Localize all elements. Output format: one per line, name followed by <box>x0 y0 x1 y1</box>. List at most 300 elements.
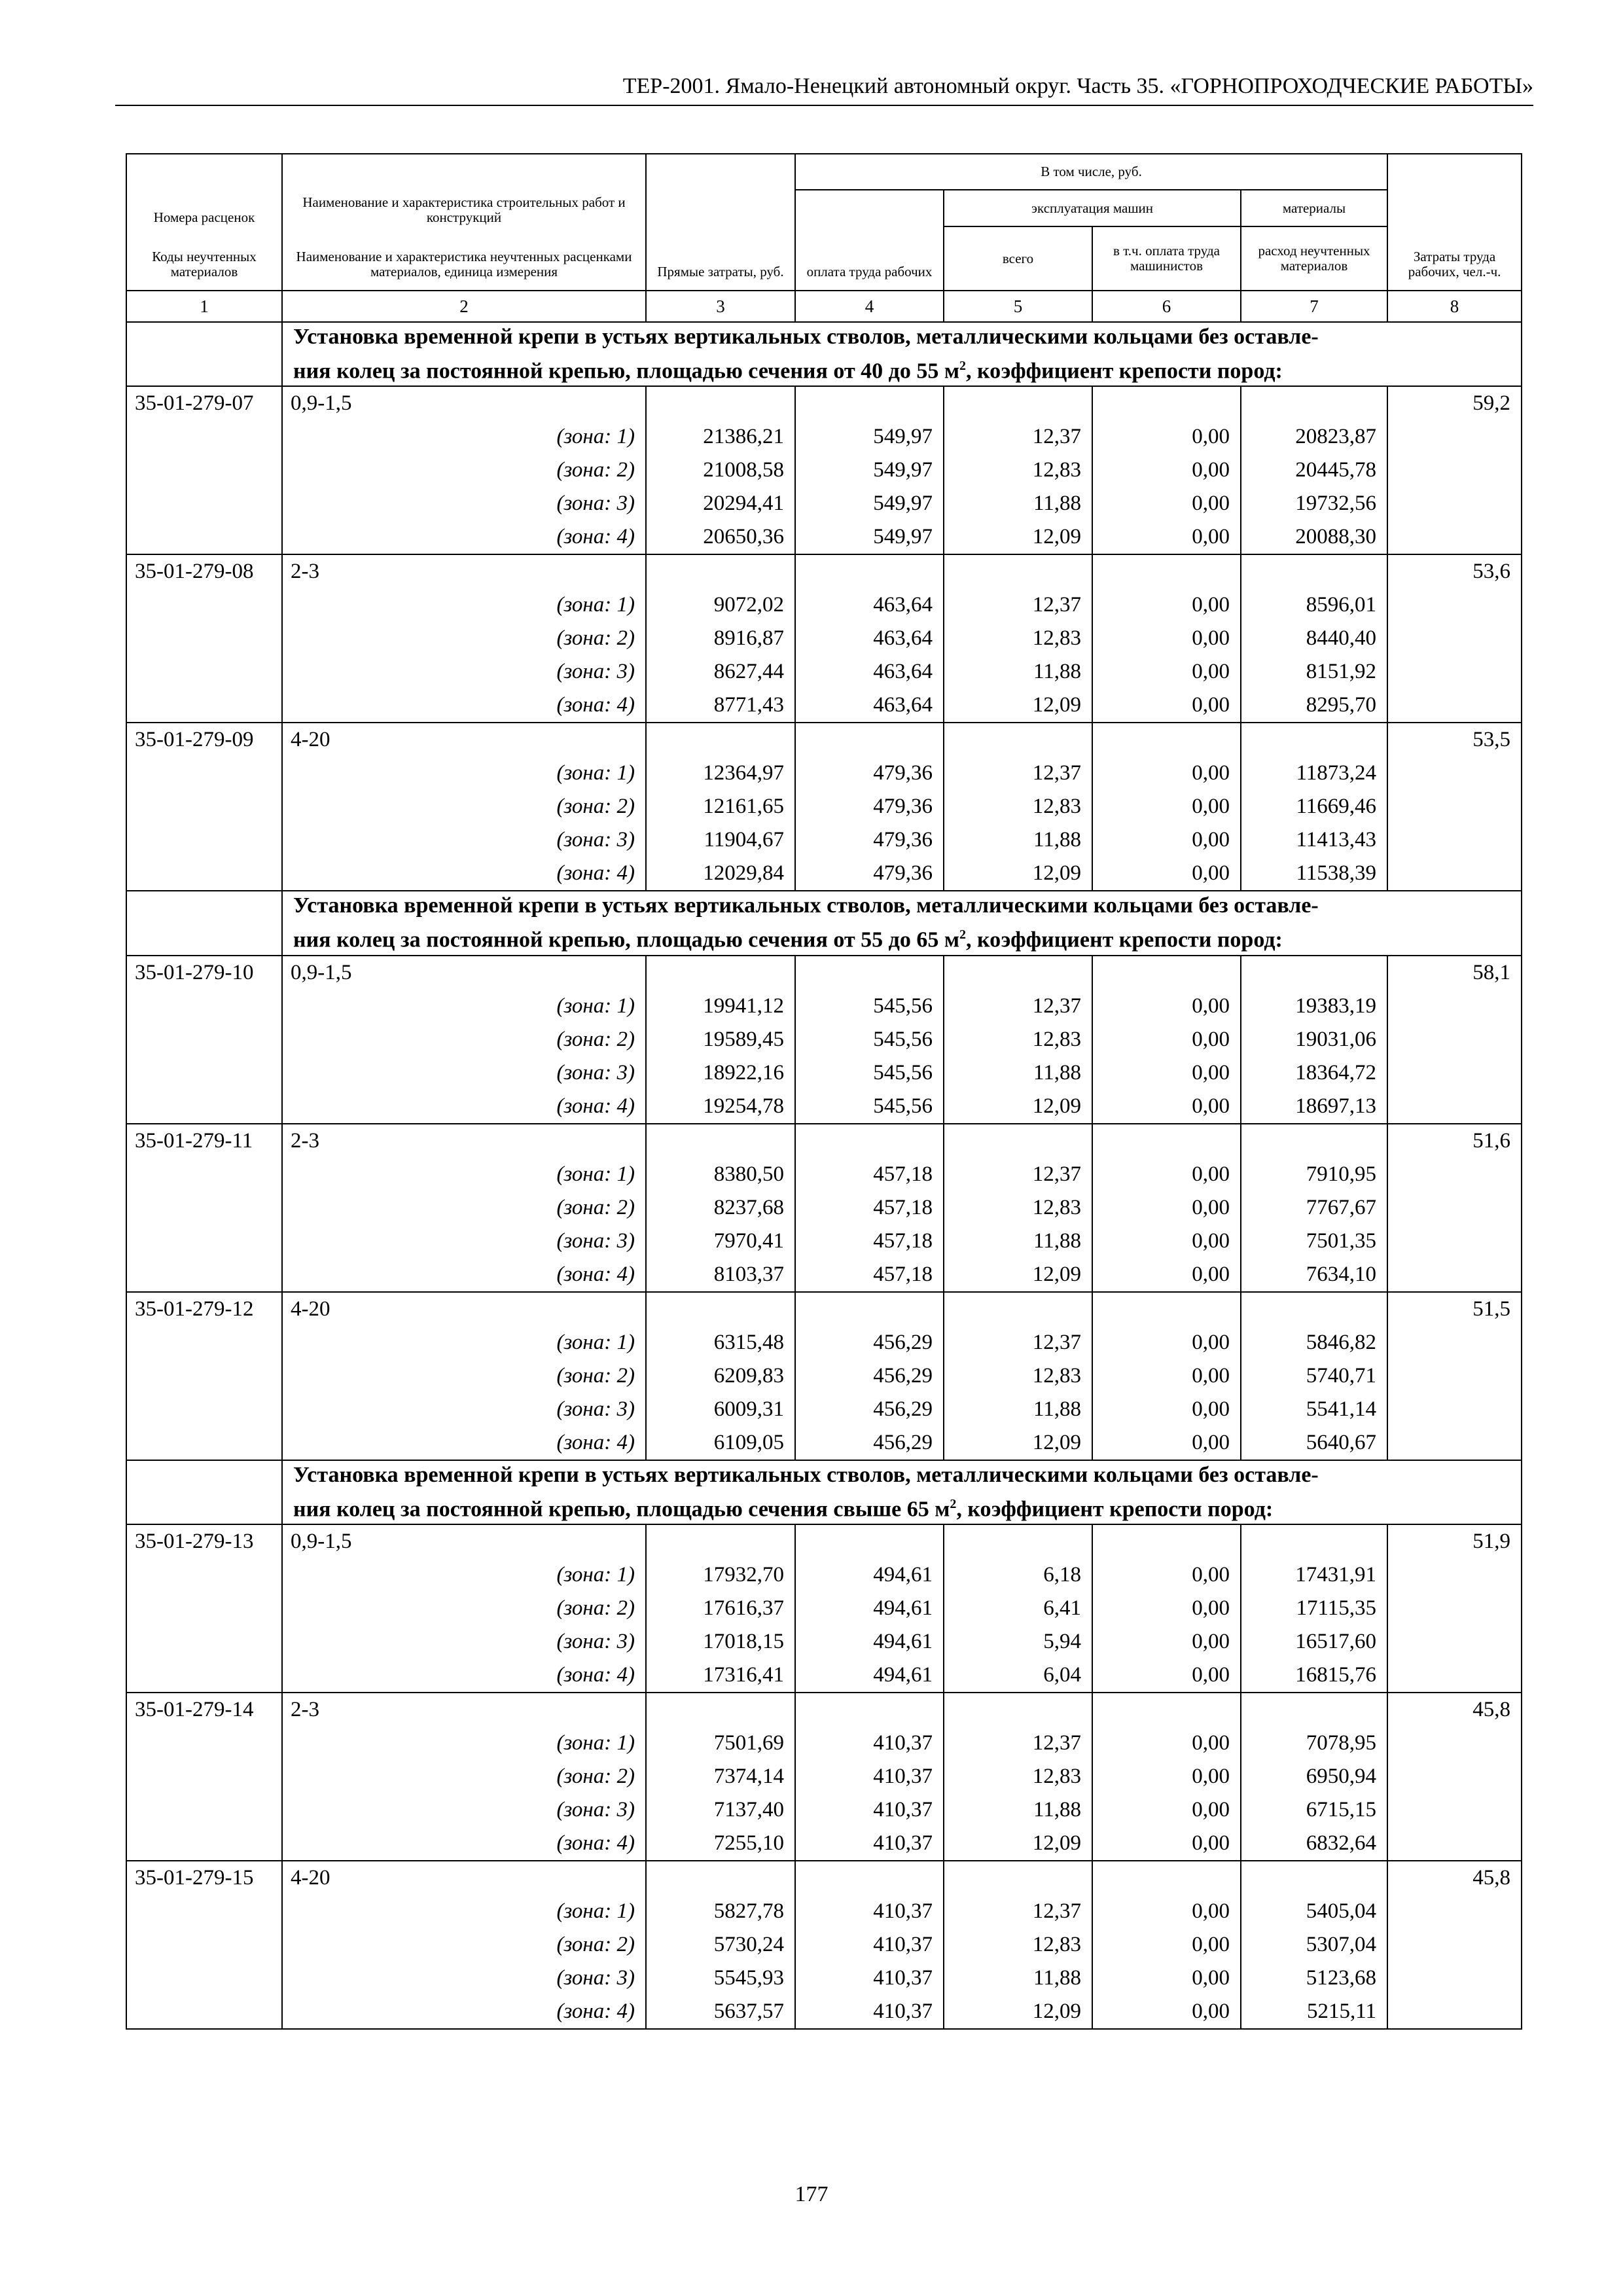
empty-cell <box>1387 1928 1522 1962</box>
empty-cell <box>1387 1191 1522 1225</box>
labor-pay: 545,56 <box>795 990 944 1023</box>
labor-pay: 463,64 <box>795 588 944 622</box>
empty-cell <box>126 1359 282 1393</box>
zone-row <box>126 990 1522 1023</box>
materials: 17115,35 <box>1241 1592 1387 1625</box>
materials: 11538,39 <box>1241 857 1387 891</box>
zone-label: (зона: 3) <box>282 1793 646 1827</box>
empty-cell <box>1387 990 1522 1023</box>
machines-total: 12,83 <box>944 454 1092 487</box>
operators-pay: 0,00 <box>1092 990 1241 1023</box>
empty-cell <box>1092 1292 1241 1326</box>
empty-cell <box>1387 1793 1522 1827</box>
empty-cell <box>1387 1023 1522 1056</box>
section-title-line-2: ния колец за постоянной крепью, площадью сечения от 40 до 55 м <box>293 359 960 384</box>
section-title-row <box>126 322 1522 386</box>
labor-pay: 410,37 <box>795 1793 944 1827</box>
zone-label: (зона: 1) <box>282 757 646 790</box>
empty-cell <box>126 1393 282 1426</box>
empty-cell <box>1387 1659 1522 1693</box>
empty-cell <box>1387 1827 1522 1861</box>
empty-cell <box>795 386 944 420</box>
zone-label: (зона: 2) <box>282 622 646 655</box>
zone-label: (зона: 4) <box>282 1827 646 1861</box>
rate-code: 35-01-279-14 <box>126 1693 282 1727</box>
zone-row <box>126 1592 1522 1625</box>
zone-row <box>126 454 1522 487</box>
direct-costs: 5545,93 <box>646 1962 795 1995</box>
head-including: В том числе, руб. <box>795 154 1387 190</box>
zone-label: (зона: 3) <box>282 1225 646 1258</box>
rock-hardness: 2-3 <box>282 1693 646 1727</box>
empty-cell <box>126 1023 282 1056</box>
empty-cell <box>1387 1393 1522 1426</box>
section-title-line-2-end: , коэффициент крепости пород: <box>966 927 1283 952</box>
empty-cell <box>126 1962 282 1995</box>
machines-total: 5,94 <box>944 1625 1092 1659</box>
labor-costs: 45,8 <box>1387 1861 1522 1895</box>
page-number: 177 <box>794 2182 829 2206</box>
empty-cell <box>646 1861 795 1895</box>
rate-code: 35-01-279-15 <box>126 1861 282 1895</box>
empty-cell <box>646 1292 795 1326</box>
labor-pay: 410,37 <box>795 1827 944 1861</box>
operators-pay: 0,00 <box>1092 1326 1241 1359</box>
empty-cell <box>646 956 795 990</box>
empty-cell <box>1387 420 1522 454</box>
rate-code: 35-01-279-11 <box>126 1124 282 1158</box>
machines-total: 11,88 <box>944 1393 1092 1426</box>
zone-label: (зона: 4) <box>282 689 646 723</box>
empty-cell <box>646 1124 795 1158</box>
zone-row <box>126 689 1522 723</box>
section-title-line-2-end: , коэффициент крепости пород: <box>966 359 1283 384</box>
zone-row <box>126 520 1522 554</box>
empty-cell <box>1387 1592 1522 1625</box>
zone-label: (зона: 1) <box>282 1326 646 1359</box>
machines-total: 12,09 <box>944 1258 1092 1292</box>
labor-pay: 457,18 <box>795 1191 944 1225</box>
operators-pay: 0,00 <box>1092 1625 1241 1659</box>
labor-pay: 456,29 <box>795 1426 944 1460</box>
empty-cell <box>126 1995 282 2029</box>
head-operators-pay: в т.ч. оплата труда машинистов <box>1092 226 1241 291</box>
empty-cell <box>1092 1861 1241 1895</box>
materials: 20088,30 <box>1241 520 1387 554</box>
column-number: 5 <box>944 291 1092 322</box>
direct-costs: 6109,05 <box>646 1426 795 1460</box>
zone-row <box>126 1191 1522 1225</box>
column-number: 4 <box>795 291 944 322</box>
empty-cell <box>1387 1895 1522 1928</box>
empty-cell <box>126 1793 282 1827</box>
materials: 17431,91 <box>1241 1558 1387 1592</box>
operators-pay: 0,00 <box>1092 1258 1241 1292</box>
zone-row <box>126 1995 1522 2029</box>
zone-row <box>126 1895 1522 1928</box>
materials: 8596,01 <box>1241 588 1387 622</box>
labor-pay: 410,37 <box>795 1895 944 1928</box>
section-title-superscript: 2 <box>959 359 967 373</box>
labor-pay: 494,61 <box>795 1625 944 1659</box>
empty-cell <box>1387 1326 1522 1359</box>
labor-pay: 456,29 <box>795 1326 944 1359</box>
zone-row <box>126 1023 1522 1056</box>
empty-cell <box>126 790 282 823</box>
zone-label: (зона: 3) <box>282 1962 646 1995</box>
zone-row <box>126 1962 1522 1995</box>
empty-cell <box>1387 1625 1522 1659</box>
rock-hardness: 0,9-1,5 <box>282 1524 646 1558</box>
materials: 7634,10 <box>1241 1258 1387 1292</box>
materials: 20823,87 <box>1241 420 1387 454</box>
zone-label: (зона: 4) <box>282 857 646 891</box>
operators-pay: 0,00 <box>1092 1827 1241 1861</box>
materials: 11669,46 <box>1241 790 1387 823</box>
labor-pay: 545,56 <box>795 1090 944 1124</box>
machines-total: 12,37 <box>944 1895 1092 1928</box>
materials: 18697,13 <box>1241 1090 1387 1124</box>
labor-pay: 457,18 <box>795 1258 944 1292</box>
labor-pay: 545,56 <box>795 1056 944 1090</box>
head-codes-materials: Коды неучтенных материалов <box>126 226 282 291</box>
empty-cell <box>795 1524 944 1558</box>
empty-cell <box>126 1258 282 1292</box>
section-title-row <box>126 891 1522 955</box>
empty-cell <box>795 1693 944 1727</box>
zone-label: (зона: 1) <box>282 420 646 454</box>
zone-row <box>126 1393 1522 1426</box>
materials: 5215,11 <box>1241 1995 1387 2029</box>
rate-code: 35-01-279-07 <box>126 386 282 420</box>
zone-label: (зона: 4) <box>282 1995 646 2029</box>
empty-cell <box>126 1659 282 1693</box>
materials: 6950,94 <box>1241 1760 1387 1793</box>
table-row <box>126 1124 1522 1158</box>
machines-total: 11,88 <box>944 1962 1092 1995</box>
empty-cell <box>126 1426 282 1460</box>
zone-label: (зона: 3) <box>282 1393 646 1426</box>
direct-costs: 18922,16 <box>646 1056 795 1090</box>
empty-cell <box>126 1928 282 1962</box>
labor-pay: 410,37 <box>795 1995 944 2029</box>
section-title-line-2: ния колец за постоянной крепью, площадью сечения свыше 65 м <box>293 1496 950 1521</box>
labor-pay: 410,37 <box>795 1962 944 1995</box>
table-row <box>126 1861 1522 1895</box>
zone-label: (зона: 1) <box>282 1558 646 1592</box>
labor-costs: 53,5 <box>1387 723 1522 757</box>
direct-costs: 20294,41 <box>646 487 795 520</box>
materials: 16815,76 <box>1241 1659 1387 1693</box>
materials: 7501,35 <box>1241 1225 1387 1258</box>
direct-costs: 5827,78 <box>646 1895 795 1928</box>
zone-label: (зона: 2) <box>282 1023 646 1056</box>
direct-costs: 5730,24 <box>646 1928 795 1962</box>
machines-total: 12,09 <box>944 689 1092 723</box>
zone-row <box>126 857 1522 891</box>
operators-pay: 0,00 <box>1092 655 1241 689</box>
labor-pay: 410,37 <box>795 1928 944 1962</box>
machines-total: 6,04 <box>944 1659 1092 1693</box>
direct-costs: 19589,45 <box>646 1023 795 1056</box>
labor-pay: 463,64 <box>795 622 944 655</box>
table-row <box>126 1292 1522 1326</box>
labor-pay: 457,18 <box>795 1225 944 1258</box>
zone-label: (зона: 1) <box>282 990 646 1023</box>
machines-total: 12,37 <box>944 420 1092 454</box>
section-title-line-2: ния колец за постоянной крепью, площадью сечения от 55 до 65 м <box>293 927 960 952</box>
direct-costs: 7255,10 <box>646 1827 795 1861</box>
zone-row <box>126 1090 1522 1124</box>
direct-costs: 7374,14 <box>646 1760 795 1793</box>
empty-cell <box>1092 1124 1241 1158</box>
head-name: Наименование и характеристика строительных работ и конструкций <box>282 154 646 226</box>
direct-costs: 8627,44 <box>646 655 795 689</box>
empty-cell <box>1241 1292 1387 1326</box>
direct-costs: 8237,68 <box>646 1191 795 1225</box>
empty-cell <box>1387 857 1522 891</box>
direct-costs: 8916,87 <box>646 622 795 655</box>
operators-pay: 0,00 <box>1092 689 1241 723</box>
empty-cell <box>1092 554 1241 588</box>
zone-row <box>126 1659 1522 1693</box>
labor-pay: 410,37 <box>795 1727 944 1760</box>
zone-row <box>126 622 1522 655</box>
machines-total: 12,37 <box>944 1158 1092 1191</box>
column-number: 2 <box>282 291 646 322</box>
materials: 7078,95 <box>1241 1727 1387 1760</box>
zone-label: (зона: 4) <box>282 1090 646 1124</box>
machines-total: 12,09 <box>944 520 1092 554</box>
empty-cell <box>1387 1962 1522 1995</box>
empty-cell <box>1387 790 1522 823</box>
empty-cell <box>126 1191 282 1225</box>
rock-hardness: 4-20 <box>282 1292 646 1326</box>
machines-total: 12,09 <box>944 1827 1092 1861</box>
table-row <box>126 554 1522 588</box>
labor-pay: 456,29 <box>795 1393 944 1426</box>
materials: 5405,04 <box>1241 1895 1387 1928</box>
labor-costs: 51,5 <box>1387 1292 1522 1326</box>
rock-hardness: 0,9-1,5 <box>282 956 646 990</box>
labor-pay: 549,97 <box>795 487 944 520</box>
empty-cell <box>944 386 1092 420</box>
direct-costs: 8380,50 <box>646 1158 795 1191</box>
rate-code: 35-01-279-12 <box>126 1292 282 1326</box>
empty-cell <box>126 1056 282 1090</box>
direct-costs: 20650,36 <box>646 520 795 554</box>
labor-pay: 494,61 <box>795 1558 944 1592</box>
empty-cell <box>126 1225 282 1258</box>
head-name-materials: Наименование и характеристика неучтенных расценками материалов, единица измерения <box>282 226 646 291</box>
machines-total: 11,88 <box>944 823 1092 857</box>
section-title <box>282 891 1522 955</box>
empty-cell <box>1092 1693 1241 1727</box>
operators-pay: 0,00 <box>1092 1023 1241 1056</box>
machines-total: 12,37 <box>944 757 1092 790</box>
section-code-cell <box>126 891 282 955</box>
direct-costs: 7137,40 <box>646 1793 795 1827</box>
operators-pay: 0,00 <box>1092 1158 1241 1191</box>
empty-cell <box>1241 1524 1387 1558</box>
section-title-superscript: 2 <box>950 1496 957 1511</box>
empty-cell <box>126 1827 282 1861</box>
empty-cell <box>1387 823 1522 857</box>
empty-cell <box>795 723 944 757</box>
zone-row <box>126 1158 1522 1191</box>
empty-cell <box>944 1861 1092 1895</box>
materials: 6715,15 <box>1241 1793 1387 1827</box>
direct-costs: 6009,31 <box>646 1393 795 1426</box>
labor-costs: 58,1 <box>1387 956 1522 990</box>
zone-row <box>126 823 1522 857</box>
zone-row <box>126 1056 1522 1090</box>
empty-cell <box>126 1760 282 1793</box>
zone-label: (зона: 3) <box>282 655 646 689</box>
machines-total: 12,83 <box>944 1928 1092 1962</box>
operators-pay: 0,00 <box>1092 1928 1241 1962</box>
head-labor-costs: Затраты труда рабочих, чел.-ч. <box>1387 154 1522 291</box>
labor-pay: 410,37 <box>795 1760 944 1793</box>
direct-costs: 8103,37 <box>646 1258 795 1292</box>
column-number: 6 <box>1092 291 1241 322</box>
empty-cell <box>126 823 282 857</box>
table-row <box>126 1693 1522 1727</box>
zone-label: (зона: 3) <box>282 487 646 520</box>
machines-total: 11,88 <box>944 1793 1092 1827</box>
labor-pay: 494,61 <box>795 1592 944 1625</box>
operators-pay: 0,00 <box>1092 823 1241 857</box>
materials: 7767,67 <box>1241 1191 1387 1225</box>
empty-cell <box>944 554 1092 588</box>
empty-cell <box>126 1158 282 1191</box>
labor-pay: 479,36 <box>795 823 944 857</box>
machines-total: 12,37 <box>944 588 1092 622</box>
materials: 5541,14 <box>1241 1393 1387 1426</box>
empty-cell <box>126 655 282 689</box>
empty-cell <box>126 857 282 891</box>
zone-row <box>126 588 1522 622</box>
machines-total: 6,18 <box>944 1558 1092 1592</box>
labor-pay: 549,97 <box>795 420 944 454</box>
column-number: 8 <box>1387 291 1522 322</box>
operators-pay: 0,00 <box>1092 454 1241 487</box>
direct-costs: 17616,37 <box>646 1592 795 1625</box>
empty-cell <box>1387 1359 1522 1393</box>
empty-cell <box>126 1090 282 1124</box>
materials: 19732,56 <box>1241 487 1387 520</box>
table-row <box>126 1524 1522 1558</box>
empty-cell <box>795 1292 944 1326</box>
operators-pay: 0,00 <box>1092 857 1241 891</box>
operators-pay: 0,00 <box>1092 520 1241 554</box>
empty-cell <box>126 1592 282 1625</box>
empty-cell <box>646 386 795 420</box>
operators-pay: 0,00 <box>1092 1727 1241 1760</box>
direct-costs: 19254,78 <box>646 1090 795 1124</box>
column-number: 7 <box>1241 291 1387 322</box>
labor-costs: 45,8 <box>1387 1693 1522 1727</box>
direct-costs: 5637,57 <box>646 1995 795 2029</box>
zone-label: (зона: 3) <box>282 1625 646 1659</box>
materials: 8151,92 <box>1241 655 1387 689</box>
zone-label: (зона: 4) <box>282 1258 646 1292</box>
rate-code: 35-01-279-10 <box>126 956 282 990</box>
empty-cell <box>1092 723 1241 757</box>
empty-cell <box>1387 1558 1522 1592</box>
head-direct-costs: Прямые затраты, руб. <box>646 154 795 291</box>
materials: 18364,72 <box>1241 1056 1387 1090</box>
operators-pay: 0,00 <box>1092 1225 1241 1258</box>
zone-label: (зона: 2) <box>282 1592 646 1625</box>
empty-cell <box>944 1693 1092 1727</box>
empty-cell <box>1241 1693 1387 1727</box>
zone-row <box>126 1827 1522 1861</box>
zone-row <box>126 420 1522 454</box>
operators-pay: 0,00 <box>1092 1393 1241 1426</box>
machines-total: 12,37 <box>944 1727 1092 1760</box>
operators-pay: 0,00 <box>1092 420 1241 454</box>
section-title <box>282 322 1522 386</box>
section-title-line-1: Установка временной крепи в устьях вертикальных стволов, металлическими кольцами без оставле- <box>293 325 1319 349</box>
empty-cell <box>1241 956 1387 990</box>
section-title-line-1: Установка временной крепи в устьях вертикальных стволов, металлическими кольцами без оставле- <box>293 893 1319 918</box>
zone-row <box>126 1760 1522 1793</box>
zone-row <box>126 1359 1522 1393</box>
zone-row <box>126 1558 1522 1592</box>
direct-costs: 17932,70 <box>646 1558 795 1592</box>
empty-cell <box>1387 1426 1522 1460</box>
zone-row <box>126 1793 1522 1827</box>
direct-costs: 6209,83 <box>646 1359 795 1393</box>
direct-costs: 12029,84 <box>646 857 795 891</box>
empty-cell <box>646 554 795 588</box>
column-number: 3 <box>646 291 795 322</box>
empty-cell <box>646 723 795 757</box>
table-body <box>126 322 1522 2029</box>
empty-cell <box>944 1124 1092 1158</box>
section-code-cell <box>126 322 282 386</box>
empty-cell <box>1387 689 1522 723</box>
zone-row <box>126 1225 1522 1258</box>
zone-label: (зона: 4) <box>282 1659 646 1693</box>
column-number: 1 <box>126 291 282 322</box>
empty-cell <box>126 1895 282 1928</box>
machines-total: 12,09 <box>944 1090 1092 1124</box>
direct-costs: 21386,21 <box>646 420 795 454</box>
operators-pay: 0,00 <box>1092 1895 1241 1928</box>
materials: 11873,24 <box>1241 757 1387 790</box>
section-title-line-1: Установка временной крепи в устьях вертикальных стволов, металлическими кольцами без оставле- <box>293 1462 1319 1487</box>
operators-pay: 0,00 <box>1092 1359 1241 1393</box>
machines-total: 12,37 <box>944 1326 1092 1359</box>
labor-pay: 479,36 <box>795 857 944 891</box>
empty-cell <box>944 956 1092 990</box>
empty-cell <box>1092 1524 1241 1558</box>
rate-code: 35-01-279-09 <box>126 723 282 757</box>
machines-total: 12,83 <box>944 622 1092 655</box>
empty-cell <box>1387 655 1522 689</box>
machines-total: 12,83 <box>944 1760 1092 1793</box>
labor-pay: 479,36 <box>795 790 944 823</box>
empty-cell <box>126 990 282 1023</box>
empty-cell <box>1092 956 1241 990</box>
direct-costs: 19941,12 <box>646 990 795 1023</box>
zone-label: (зона: 1) <box>282 1158 646 1191</box>
empty-cell <box>1241 723 1387 757</box>
table-row <box>126 723 1522 757</box>
labor-pay: 549,97 <box>795 454 944 487</box>
